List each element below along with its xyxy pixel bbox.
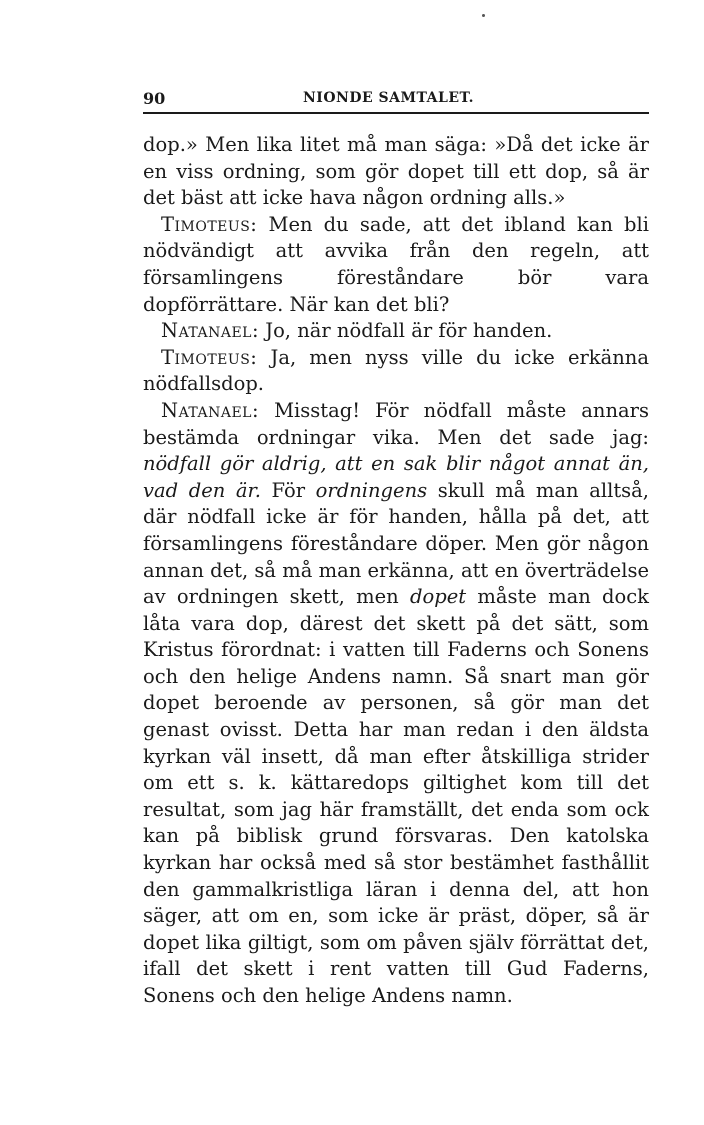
text-run: Men du sade, att det ibland kan bli nödvändigt att avvika från den regeln, att församlingens föreståndare bör vara dopförrättare. När kan det bli? — [143, 212, 649, 316]
body-text — [143, 132, 649, 1010]
speaker-name: Natanael: — [161, 398, 260, 422]
page-header — [143, 88, 649, 114]
paragraph — [143, 132, 649, 212]
text-run: Ja, men nyss ville du icke erkänna nödfallsdop. — [143, 345, 649, 396]
text-run: skull må man alltså, där nödfall icke är för handen, hålla på det, att församlingens föreståndare döper. Men gör någon annan det, så må man erkänna, att en överträdelse av ordningen skett, men — [143, 478, 649, 609]
paragraph — [143, 345, 649, 398]
page-number: 90 — [143, 89, 166, 108]
emphasized-text: ordningens — [315, 478, 428, 502]
print-speck — [482, 14, 485, 17]
emphasized-text: nödfall gör aldrig, att en sak blir något annat än, vad den är. — [143, 452, 649, 502]
paragraph — [143, 318, 649, 345]
text-run: Jo, när nödfall är för handen. — [265, 319, 553, 343]
speaker-name: Timoteus: — [161, 212, 258, 236]
text-run: dop.» Men lika litet må man säga: »Då det icke är en viss ordning, som gör dopet till ett dop, så är det bäst att icke hava någon ordning alls.» — [143, 133, 649, 210]
paragraph — [143, 212, 649, 318]
speaker-name: Natanael: — [161, 319, 260, 343]
paragraph — [143, 398, 649, 1010]
emphasized-text: dopet — [409, 585, 467, 609]
text-run: måste man dock låta vara dop, därest det skett på det sätt, som Kristus förordnat: i vatten till Faderns och Sonens och den helige Andens namn. Så snart man gör dopet beroende av personen, så gör man det genast ovisst. Detta har man redan i den äldsta kyrkan väl insett, då man efter åtskilliga strider om ett s. k. kättaredops giltighet kom till det resultat, som jag här framställt, det enda som ock kan på biblisk grund försvaras. Den katolska kyrkan har också med så stor bestämhet fasthållit den gammalkristliga läran i denna del, att hon säger, att om en, som icke är präst, döper, så är dopet lika giltigt, som om påven själv förrättat det, ifall det skett i rent vatten till Gud Faderns, Sonens och den helige Andens namn. — [143, 585, 649, 1007]
speaker-name: Timoteus: — [161, 345, 258, 369]
text-run: För — [260, 478, 316, 502]
text-run: Misstag! För nödfall måste annars bestämda ordningar vika. Men det sade jag: — [143, 398, 649, 449]
running-head: NIONDE SAMTALET. — [303, 90, 475, 106]
